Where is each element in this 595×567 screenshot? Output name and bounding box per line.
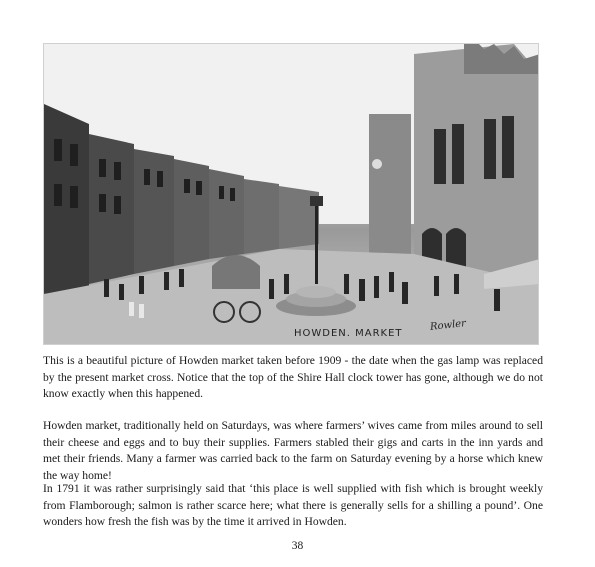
paragraph-3: In 1791 it was rather surprisingly said that ‘this place is well supplied with fish which is brought weekly from Flamborough; salmon is rather scarce here; what there is generally sells for a shilling a pound’. One wonders how fresh the fish was by the time it arrived in Howden. (43, 482, 543, 528)
page-number: 38 (291, 540, 304, 552)
historic-market-photo (43, 43, 539, 345)
photo-caption: HOWDEN. MARKET (294, 328, 403, 339)
market-scene-illustration (44, 44, 539, 345)
photographer-signature: Rowler (429, 318, 467, 333)
paragraph-1: This is a beautiful picture of Howden market taken before 1909 - the date when the gas lamp was replaced by the present market cross. Notice that the top of the Shire Hall clock tower has gone, although we do not know exactly when this happened. (43, 354, 543, 400)
paragraph-2: Howden market, traditionally held on Saturdays, was where farmers’ wives came from miles around to sell their cheese and eggs and to buy their supplies. Farmers stabled their gigs and carts in the inn yards and met their friends. Many a farmer was carried back to the farm on Saturday evening by a horse which knew the way home! (43, 419, 543, 482)
